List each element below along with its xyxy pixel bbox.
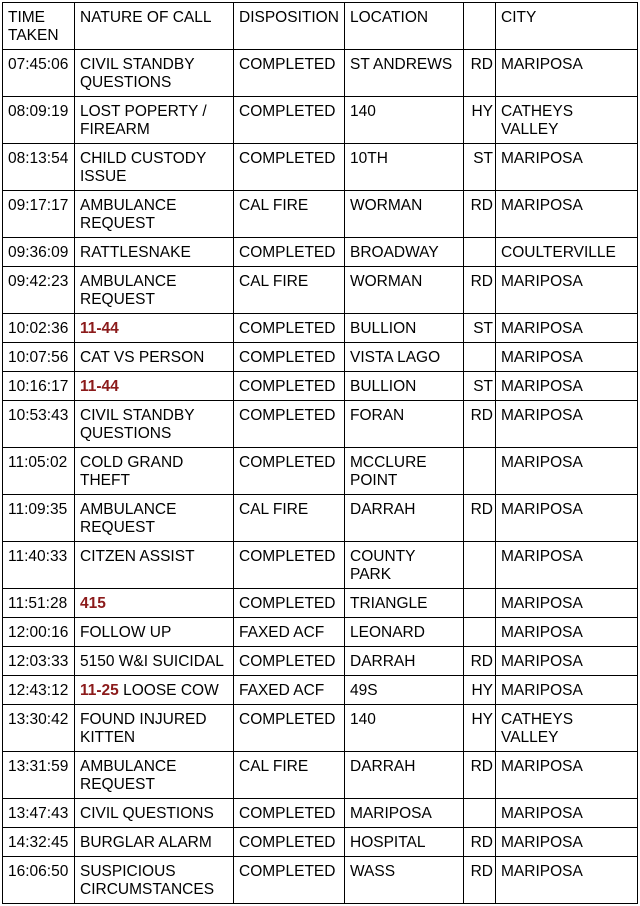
disposition-cell: COMPLETED <box>234 144 345 191</box>
city-cell: MARIPOSA <box>496 589 638 618</box>
location-cell: MARIPOSA <box>345 799 464 828</box>
call-code: 415 <box>80 595 106 612</box>
nature-cell <box>75 191 234 238</box>
disposition-cell: CAL FIRE <box>234 191 345 238</box>
location-cell: HOSPITAL <box>345 828 464 857</box>
nature-text: FOUND INJURED KITTEN <box>80 711 207 746</box>
city-cell: MARIPOSA <box>496 752 638 799</box>
table-row <box>3 314 638 343</box>
city-cell: MARIPOSA <box>496 828 638 857</box>
street-suffix-cell: HY <box>464 97 496 144</box>
street-suffix-cell: RD <box>464 828 496 857</box>
street-suffix-cell <box>464 589 496 618</box>
disposition-cell: COMPLETED <box>234 799 345 828</box>
nature-text: AMBULANCE REQUEST <box>80 197 177 232</box>
time-cell: 09:17:17 <box>3 191 75 238</box>
nature-cell <box>75 828 234 857</box>
location-cell: 140 <box>345 97 464 144</box>
nature-cell <box>75 448 234 495</box>
disposition-cell: COMPLETED <box>234 50 345 97</box>
street-suffix-cell <box>464 343 496 372</box>
header-city: CITY <box>496 3 638 50</box>
table-row <box>3 676 638 705</box>
nature-cell <box>75 343 234 372</box>
time-cell: 12:43:12 <box>3 676 75 705</box>
table-row <box>3 705 638 752</box>
street-suffix-cell: ST <box>464 314 496 343</box>
header-row <box>3 3 638 50</box>
table-row <box>3 267 638 314</box>
table-row <box>3 144 638 191</box>
city-cell: MARIPOSA <box>496 495 638 542</box>
location-cell: TRIANGLE <box>345 589 464 618</box>
location-cell: DARRAH <box>345 752 464 799</box>
location-cell: BULLION <box>345 372 464 401</box>
nature-cell <box>75 495 234 542</box>
nature-text: COLD GRAND THEFT <box>80 454 184 489</box>
street-suffix-cell <box>464 238 496 267</box>
time-cell: 14:32:45 <box>3 828 75 857</box>
disposition-cell: FAXED ACF <box>234 618 345 647</box>
time-cell: 12:03:33 <box>3 647 75 676</box>
street-suffix-cell: ST <box>464 144 496 191</box>
disposition-cell: COMPLETED <box>234 343 345 372</box>
disposition-cell: COMPLETED <box>234 448 345 495</box>
nature-text: CIVIL STANDBY QUESTIONS <box>80 407 195 442</box>
nature-text: AMBULANCE REQUEST <box>80 501 177 536</box>
street-suffix-cell <box>464 448 496 495</box>
city-cell: CATHEYS VALLEY <box>496 97 638 144</box>
nature-text: CHILD CUSTODY ISSUE <box>80 150 207 185</box>
table-row <box>3 401 638 448</box>
header-disposition: DISPOSITION <box>234 3 345 50</box>
header-suffix <box>464 3 496 50</box>
nature-text: RATTLESNAKE <box>80 244 191 261</box>
time-cell: 08:09:19 <box>3 97 75 144</box>
table-row <box>3 448 638 495</box>
city-cell: MARIPOSA <box>496 448 638 495</box>
location-cell: DARRAH <box>345 647 464 676</box>
disposition-cell: COMPLETED <box>234 97 345 144</box>
time-cell: 09:42:23 <box>3 267 75 314</box>
city-cell: MARIPOSA <box>496 343 638 372</box>
table-row <box>3 238 638 267</box>
street-suffix-cell: RD <box>464 647 496 676</box>
street-suffix-cell: RD <box>464 401 496 448</box>
table-row <box>3 647 638 676</box>
call-code: 11-25 <box>80 682 119 699</box>
nature-text: CITZEN ASSIST <box>80 548 195 565</box>
time-cell: 10:07:56 <box>3 343 75 372</box>
street-suffix-cell: RD <box>464 857 496 904</box>
city-cell: MARIPOSA <box>496 799 638 828</box>
nature-cell <box>75 144 234 191</box>
header-location: LOCATION <box>345 3 464 50</box>
location-cell: COUNTY PARK <box>345 542 464 589</box>
location-cell: ST ANDREWS <box>345 50 464 97</box>
location-cell: DARRAH <box>345 495 464 542</box>
header-nature-of-call: NATURE OF CALL <box>75 3 234 50</box>
disposition-cell: COMPLETED <box>234 828 345 857</box>
time-cell: 13:47:43 <box>3 799 75 828</box>
city-cell: MARIPOSA <box>496 144 638 191</box>
location-cell: 49S <box>345 676 464 705</box>
time-cell: 11:05:02 <box>3 448 75 495</box>
nature-cell <box>75 589 234 618</box>
nature-cell <box>75 618 234 647</box>
nature-text: CIVIL QUESTIONS <box>80 805 214 822</box>
time-cell: 09:36:09 <box>3 238 75 267</box>
location-cell: VISTA LAGO <box>345 343 464 372</box>
disposition-cell: COMPLETED <box>234 401 345 448</box>
nature-text: BURGLAR ALARM <box>80 834 212 851</box>
nature-text: CIVIL STANDBY QUESTIONS <box>80 56 195 91</box>
table-row <box>3 589 638 618</box>
nature-text: SUSPICIOUS CIRCUMSTANCES <box>80 863 215 898</box>
table-row <box>3 495 638 542</box>
table-row <box>3 752 638 799</box>
header-time-taken: TIME TAKEN <box>3 3 75 50</box>
call-log-body <box>3 50 638 904</box>
time-cell: 10:53:43 <box>3 401 75 448</box>
location-cell: BULLION <box>345 314 464 343</box>
location-cell: 140 <box>345 705 464 752</box>
table-row <box>3 799 638 828</box>
city-cell: MARIPOSA <box>496 857 638 904</box>
location-cell: WORMAN <box>345 267 464 314</box>
location-cell: 10TH <box>345 144 464 191</box>
nature-cell <box>75 857 234 904</box>
table-row <box>3 97 638 144</box>
street-suffix-cell: HY <box>464 705 496 752</box>
nature-text: CAT VS PERSON <box>80 349 205 366</box>
table-row <box>3 50 638 97</box>
nature-cell <box>75 267 234 314</box>
disposition-cell: COMPLETED <box>234 542 345 589</box>
city-cell: MARIPOSA <box>496 50 638 97</box>
disposition-cell: COMPLETED <box>234 372 345 401</box>
disposition-cell: CAL FIRE <box>234 267 345 314</box>
street-suffix-cell: RD <box>464 752 496 799</box>
city-cell: MARIPOSA <box>496 314 638 343</box>
city-cell: MARIPOSA <box>496 542 638 589</box>
nature-cell <box>75 238 234 267</box>
time-cell: 10:16:17 <box>3 372 75 401</box>
street-suffix-cell: RD <box>464 495 496 542</box>
nature-text: AMBULANCE REQUEST <box>80 273 177 308</box>
disposition-cell: COMPLETED <box>234 857 345 904</box>
nature-text: LOOSE COW <box>123 682 219 699</box>
time-cell: 12:00:16 <box>3 618 75 647</box>
nature-cell <box>75 401 234 448</box>
time-cell: 11:40:33 <box>3 542 75 589</box>
table-row <box>3 828 638 857</box>
location-cell: WASS <box>345 857 464 904</box>
city-cell: MARIPOSA <box>496 618 638 647</box>
table-row <box>3 618 638 647</box>
nature-cell <box>75 97 234 144</box>
street-suffix-cell: RD <box>464 267 496 314</box>
disposition-cell: COMPLETED <box>234 647 345 676</box>
nature-cell <box>75 50 234 97</box>
nature-cell <box>75 752 234 799</box>
time-cell: 13:30:42 <box>3 705 75 752</box>
nature-text: 5150 W&I SUICIDAL <box>80 653 224 670</box>
table-row <box>3 857 638 904</box>
street-suffix-cell: RD <box>464 50 496 97</box>
nature-cell <box>75 799 234 828</box>
time-cell: 16:06:50 <box>3 857 75 904</box>
location-cell: MCCLURE POINT <box>345 448 464 495</box>
nature-cell <box>75 372 234 401</box>
nature-cell <box>75 676 234 705</box>
street-suffix-cell: RD <box>464 191 496 238</box>
city-cell: MARIPOSA <box>496 647 638 676</box>
time-cell: 11:09:35 <box>3 495 75 542</box>
street-suffix-cell: ST <box>464 372 496 401</box>
call-log-table <box>2 2 638 904</box>
call-code: 11-44 <box>80 378 119 395</box>
street-suffix-cell <box>464 799 496 828</box>
table-row <box>3 372 638 401</box>
disposition-cell: FAXED ACF <box>234 676 345 705</box>
location-cell: BROADWAY <box>345 238 464 267</box>
nature-cell <box>75 647 234 676</box>
street-suffix-cell <box>464 618 496 647</box>
street-suffix-cell <box>464 542 496 589</box>
nature-cell <box>75 314 234 343</box>
call-code: 11-44 <box>80 320 119 337</box>
table-row <box>3 191 638 238</box>
city-cell: MARIPOSA <box>496 372 638 401</box>
table-row <box>3 542 638 589</box>
nature-cell <box>75 705 234 752</box>
time-cell: 13:31:59 <box>3 752 75 799</box>
disposition-cell: CAL FIRE <box>234 752 345 799</box>
disposition-cell: COMPLETED <box>234 705 345 752</box>
city-cell: MARIPOSA <box>496 401 638 448</box>
city-cell: MARIPOSA <box>496 267 638 314</box>
disposition-cell: COMPLETED <box>234 238 345 267</box>
table-row <box>3 343 638 372</box>
location-cell: FORAN <box>345 401 464 448</box>
location-cell: WORMAN <box>345 191 464 238</box>
time-cell: 07:45:06 <box>3 50 75 97</box>
nature-cell <box>75 542 234 589</box>
city-cell: COULTERVILLE <box>496 238 638 267</box>
disposition-cell: COMPLETED <box>234 314 345 343</box>
time-cell: 10:02:36 <box>3 314 75 343</box>
nature-text: FOLLOW UP <box>80 624 172 641</box>
city-cell: CATHEYS VALLEY <box>496 705 638 752</box>
nature-text: AMBULANCE REQUEST <box>80 758 177 793</box>
street-suffix-cell: HY <box>464 676 496 705</box>
location-cell: LEONARD <box>345 618 464 647</box>
nature-text: LOST POPERTY / FIREARM <box>80 103 207 138</box>
disposition-cell: COMPLETED <box>234 589 345 618</box>
city-cell: MARIPOSA <box>496 191 638 238</box>
city-cell: MARIPOSA <box>496 676 638 705</box>
time-cell: 11:51:28 <box>3 589 75 618</box>
disposition-cell: CAL FIRE <box>234 495 345 542</box>
time-cell: 08:13:54 <box>3 144 75 191</box>
